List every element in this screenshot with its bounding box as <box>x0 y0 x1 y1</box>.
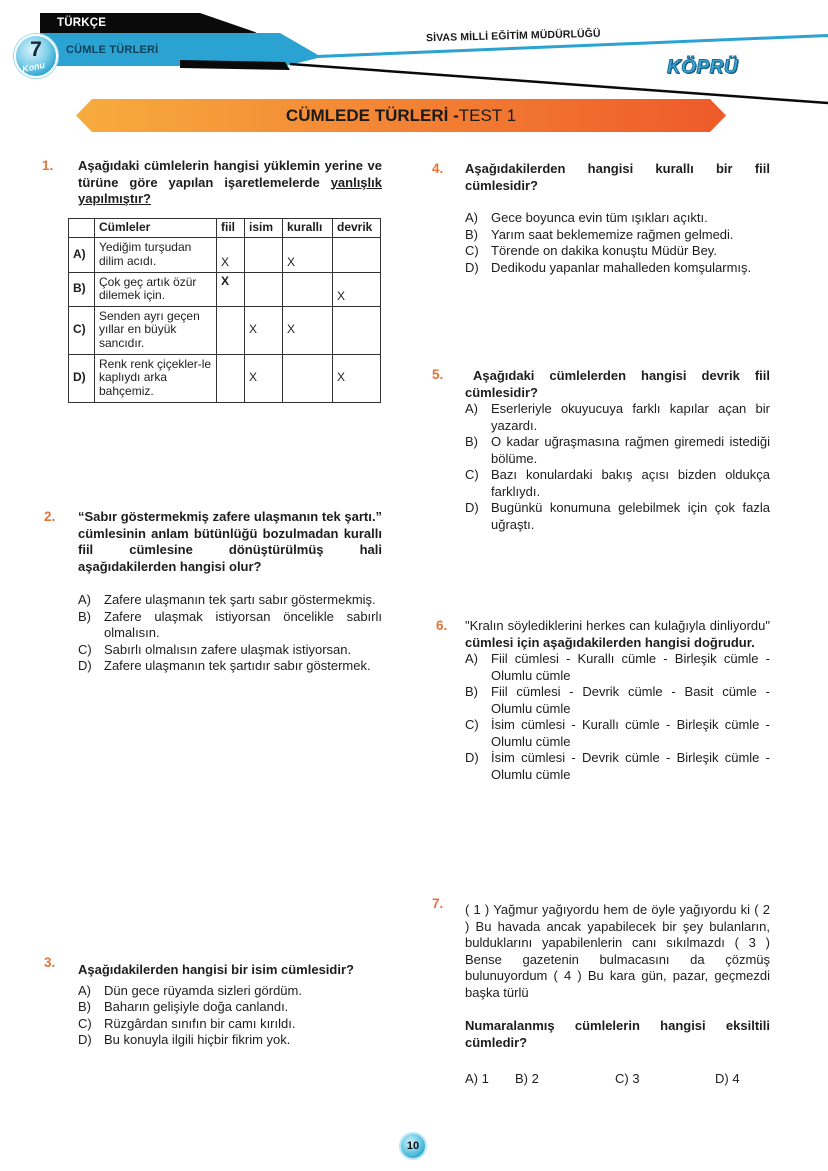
option-b[interactable] <box>515 1071 615 1088</box>
row-label: B) <box>69 272 95 306</box>
option-label: D) <box>465 259 479 275</box>
organization-name: SİVAS MİLLİ EĞİTİM MÜDÜRLÜĞÜ <box>425 27 601 45</box>
option-label: D) <box>78 1032 92 1047</box>
option-text: Bugünkü konumuna gelebilmek için çok fazla uğraştı. <box>491 500 770 532</box>
option-b[interactable] <box>78 609 382 642</box>
question-3-number: 3. <box>44 955 56 970</box>
option-text: Gece boyunca evin tüm ışıkları açıktı. <box>491 210 708 225</box>
option-text: Bu konuyla ilgili hiçbir fikrim yok. <box>104 1032 291 1047</box>
kopru-logo: KÖPRÜ <box>667 57 739 78</box>
question-4-options <box>465 210 770 276</box>
option-a[interactable] <box>465 1071 515 1088</box>
question-1-table <box>68 218 381 403</box>
option-text: 3 <box>632 1071 640 1086</box>
page-number-badge: 10 <box>399 1132 427 1160</box>
table-header-isim: isim <box>245 219 283 238</box>
option-text: 2 <box>531 1071 539 1086</box>
question-6-quote: "Kralın söylediklerini herkes can kulağıyla dinliyordu" <box>465 618 770 633</box>
option-text: Fiil cümlesi - Devrik cümle - Basit cümle - Olumlu cümle <box>491 684 770 716</box>
question-7 <box>465 902 770 1088</box>
option-text: Dedikodu yapanlar mahalleden komşularmış. <box>491 259 752 275</box>
row-label: A) <box>69 237 95 272</box>
option-label: C) <box>78 641 92 657</box>
table-header-row <box>69 219 381 238</box>
cell-devrik: X <box>333 354 381 402</box>
question-3-options <box>78 983 388 1049</box>
question-1 <box>78 158 382 208</box>
question-2-options <box>78 592 382 675</box>
row-sentence: Yediğim turşudan dilim acıdı. <box>95 237 217 272</box>
question-6-prompt: cümlesi için aşağıdakilerden hangisi doğrudur. <box>465 634 755 650</box>
table-header-kuralli: kurallı <box>283 219 333 238</box>
option-b[interactable] <box>78 999 388 1016</box>
question-6 <box>465 618 770 783</box>
cell-fiil: X <box>217 272 245 306</box>
row-label: C) <box>69 306 95 354</box>
subject-label: TÜRKÇE <box>57 17 107 29</box>
option-text: Törende on dakika konuştu Müdür Bey. <box>491 243 717 258</box>
question-6-text <box>465 618 770 651</box>
option-label: D) <box>465 500 479 515</box>
option-c[interactable] <box>78 642 382 659</box>
option-label: B) <box>465 684 478 699</box>
question-1-text-main: Aşağıdaki cümlelerin hangisi yüklemin yerine ve türüne göre yapılan işaretlemelerde <box>78 158 382 190</box>
option-d[interactable] <box>78 658 382 675</box>
table-row <box>69 354 381 402</box>
table-header-label <box>69 219 95 238</box>
option-label: B) <box>78 999 91 1014</box>
cell-fiil: X <box>217 237 245 272</box>
question-7-passage: ( 1 ) Yağmur yağıyordu hem de öyle yağıyordu ki ( 2 ) Bu havada ancak yapabilecek bir şey bulanların, bulduklarını yapabilenlerin canı sıkılmazdı ( 3 ) Bense gazetenin bulmacasını da çözmüş bulunuyordum ( 4 ) Bu kara gün, pazar, geçmezdi başka türlü <box>465 902 770 1000</box>
option-label: A) <box>465 401 478 416</box>
option-c[interactable] <box>465 243 770 260</box>
question-3 <box>78 962 388 1049</box>
option-label: C) <box>615 1071 629 1086</box>
question-1-text-underlined: yanlışlık yapılmıştır? <box>78 174 382 206</box>
option-a[interactable] <box>465 401 770 434</box>
option-text: O kadar uğraşmasına rağmen giremedi istediği bölüme. <box>491 434 770 466</box>
table-header-fiil: fiil <box>217 219 245 238</box>
row-sentence: Çok geç artık özür dilemek için. <box>95 272 217 306</box>
question-2 <box>78 509 382 675</box>
option-label: B) <box>515 1071 528 1086</box>
option-label: D) <box>78 658 92 673</box>
question-5-text: Aşağıdaki cümlelerden hangisi devrik fiil cümlesidir? <box>465 368 770 400</box>
option-text: Zafere ulaşmak istiyorsan öncelikle sabırlı olmalısın. <box>104 608 382 640</box>
cell-kuralli <box>283 354 333 402</box>
cell-kuralli: X <box>283 237 333 272</box>
question-4-number: 4. <box>432 161 444 176</box>
option-label: A) <box>78 592 91 607</box>
option-text: Rüzgârdan sınıfın bir camı kırıldı. <box>104 1015 296 1031</box>
cell-kuralli <box>283 272 333 306</box>
option-d[interactable] <box>465 500 770 533</box>
option-label: A) <box>465 210 478 225</box>
option-label: C) <box>465 243 479 258</box>
option-label: B) <box>78 608 91 624</box>
option-text: Sabırlı olmalısın zafere ulaşmak istiyorsan. <box>104 641 352 657</box>
option-a[interactable] <box>78 592 382 609</box>
option-b[interactable] <box>465 684 770 717</box>
question-2-text: “Sabır göstermekmiş zafere ulaşmanın tek şartı.” cümlesinin anlam bütünlüğü bozulmadan kurallı fiil cümlesine dönüştürülmüş hali aşağıdakilerden hangisi olur? <box>78 509 382 574</box>
question-5 <box>465 368 770 533</box>
question-2-number: 2. <box>44 509 56 524</box>
question-6-options <box>465 651 770 783</box>
option-c[interactable] <box>615 1071 715 1088</box>
option-d[interactable] <box>465 750 770 783</box>
option-label: D) <box>715 1071 729 1086</box>
konu-badge <box>14 34 58 78</box>
option-label: A) <box>465 651 478 666</box>
option-d[interactable] <box>78 1032 388 1049</box>
cell-fiil <box>217 306 245 354</box>
page-title <box>76 99 726 132</box>
option-text: Baharın gelişiyle doğa canlandı. <box>104 999 289 1014</box>
table-row <box>69 306 381 354</box>
question-1-number: 1. <box>42 158 54 173</box>
title-normal: TEST 1 <box>458 106 517 125</box>
cell-fiil <box>217 354 245 402</box>
table-row <box>69 272 381 306</box>
row-sentence: Renk renk çiçekler-le kaplıydı arka bahçemiz. <box>95 354 217 402</box>
option-label: B) <box>465 434 478 449</box>
option-text: İsim cümlesi - Devrik cümle - Birleşik cümle - Olumlu cümle <box>491 750 770 782</box>
option-b[interactable] <box>465 227 770 244</box>
option-text: Zafere ulaşmanın tek şartı sabır göstermekmiş. <box>104 592 376 607</box>
option-c[interactable] <box>465 467 770 500</box>
option-text: Eserleriyle okuyucuya farklı kapılar açan bir yazardı. <box>491 401 770 433</box>
question-7-number: 7. <box>432 896 444 911</box>
topic-label: CÜMLE TÜRLERİ <box>66 44 159 56</box>
option-a[interactable] <box>465 210 770 227</box>
question-5-number: 5. <box>432 367 444 382</box>
option-b[interactable] <box>465 434 770 467</box>
option-label: A) <box>78 982 91 998</box>
table-header-devrik: devrik <box>333 219 381 238</box>
row-sentence: Senden ayrı geçen yıllar en büyük sancıdır. <box>95 306 217 354</box>
option-label: A) <box>465 1071 478 1086</box>
option-a[interactable] <box>465 651 770 684</box>
question-7-text: Numaralanmış cümlelerin hangisi eksiltili cümledir? <box>465 1018 770 1050</box>
question-7-options <box>465 1071 770 1088</box>
title-bold: CÜMLEDE TÜRLERİ - <box>285 106 459 125</box>
option-a[interactable] <box>78 983 388 1000</box>
row-label: D) <box>69 354 95 402</box>
question-4 <box>465 161 770 276</box>
option-label: C) <box>465 717 479 732</box>
option-c[interactable] <box>465 717 770 750</box>
cell-kuralli: X <box>283 306 333 354</box>
option-text: Zafere ulaşmanın tek şartıdır sabır göstermek. <box>104 658 371 673</box>
cell-isim <box>245 272 283 306</box>
konu-number: 7 <box>30 38 42 61</box>
option-d[interactable] <box>465 260 770 277</box>
cell-isim: X <box>245 306 283 354</box>
cell-isim: X <box>245 354 283 402</box>
question-1-text <box>78 158 382 208</box>
question-6-number: 6. <box>436 618 448 633</box>
option-d[interactable] <box>715 1071 740 1088</box>
option-text: 1 <box>481 1071 489 1086</box>
cell-isim <box>245 237 283 272</box>
cell-devrik: X <box>333 272 381 306</box>
option-text: Dün gece rüyamda sizleri gördüm. <box>104 982 302 998</box>
option-text: 4 <box>732 1071 740 1086</box>
option-text: Fiil cümlesi - Kurallı cümle - Birleşik cümle - Olumlu cümle <box>491 651 770 683</box>
cell-devrik <box>333 306 381 354</box>
question-4-text: Aşağıdakilerden hangisi kurallı bir fiil cümlesidir? <box>465 161 770 193</box>
option-label: B) <box>465 226 478 242</box>
table-row <box>69 237 381 272</box>
question-3-text: Aşağıdakilerden hangisi bir isim cümlesidir? <box>78 962 354 977</box>
option-text: Bazı konulardaki bakış açısı bizden oldukça farklıydı. <box>491 467 770 499</box>
option-c[interactable] <box>78 1016 388 1033</box>
option-text: Yarım saat beklememize rağmen gelmedi. <box>491 226 734 242</box>
question-5-options <box>465 401 770 533</box>
konu-label: Konu <box>21 59 46 75</box>
option-label: C) <box>78 1015 92 1031</box>
option-label: C) <box>465 467 479 482</box>
option-text: İsim cümlesi - Kurallı cümle - Birleşik cümle - Olumlu cümle <box>491 717 770 749</box>
cell-devrik <box>333 237 381 272</box>
table-header-sentences: Cümleler <box>95 219 217 238</box>
option-label: D) <box>465 750 479 765</box>
